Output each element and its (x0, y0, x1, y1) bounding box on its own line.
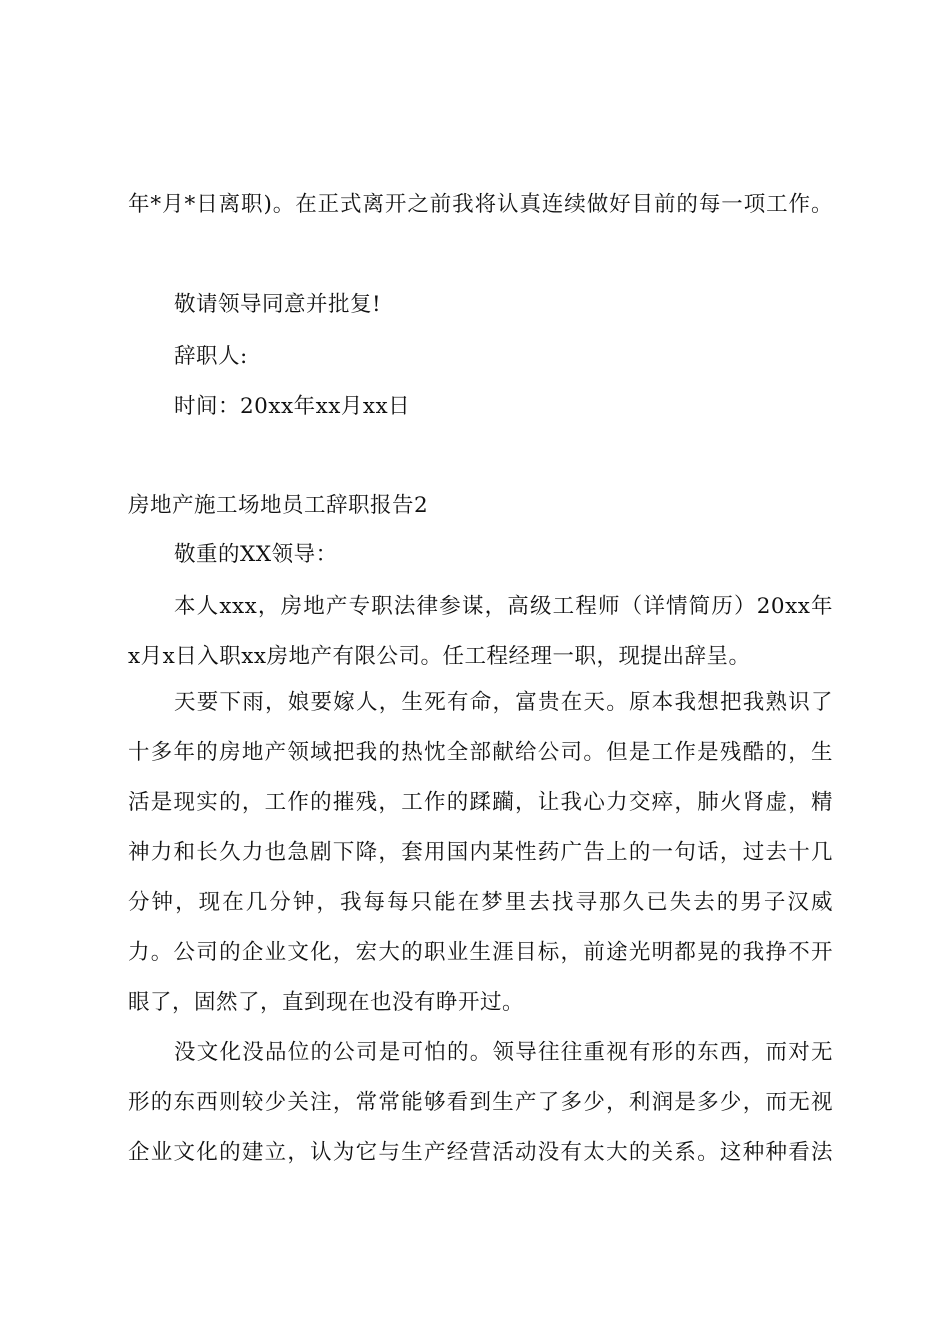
paragraph-2-line-2: 十多年的房地产领域把我的热忱全部献给公司。但是工作是残酷的，生 (128, 740, 833, 765)
paragraph-2-line-7: 眼了，固然了，直到现在也没有睁开过。 (128, 990, 525, 1015)
closing-request: 敬请领导同意并批复! (174, 292, 382, 317)
paragraph-3-line-3: 企业文化的建立，认为它与生产经营活动没有太大的关系。这种种看法 (128, 1140, 833, 1165)
section-title: 房地产施工场地员工辞职报告2 (128, 493, 429, 518)
paragraph-1-line-1: 本人xxx，房地产专职法律参谋，高级工程师（详情简历）20xx年 (174, 594, 833, 619)
paragraph-1-line-2: x月x日入职xx房地产有限公司。任工程经理一职，现提出辞呈。 (128, 644, 751, 669)
paragraph-2-line-6: 力。公司的企业文化，宏大的职业生涯目标，前途光明都晃的我挣不开 (128, 940, 833, 965)
paragraph-2-line-5: 分钟，现在几分钟，我每每只能在梦里去找寻那久已失去的男子汉威 (128, 890, 833, 915)
paragraph-3-line-2: 形的东西则较少关注，常常能够看到生产了多少，利润是多少，而无视 (128, 1090, 833, 1115)
intro-tail-line: 年*月*日离职)。在正式离开之前我将认真连续做好目前的每一项工作。 (128, 192, 833, 217)
paragraph-2-line-3: 活是现实的，工作的摧残，工作的蹂躏，让我心力交瘁，肺火肾虚，精 (128, 790, 833, 815)
paragraph-2-line-1: 天要下雨，娘要嫁人，生死有命，富贵在天。原本我想把我熟识了 (174, 690, 833, 715)
closing-signer: 辞职人: (174, 344, 248, 369)
salutation: 敬重的XX领导： (174, 542, 338, 567)
paragraph-2-line-4: 神力和长久力也急剧下降，套用国内某性药广告上的一句话，过去十几 (128, 840, 833, 865)
closing-date: 时间：20xx年xx月xx日 (174, 394, 411, 419)
paragraph-3-line-1: 没文化没品位的公司是可怕的。领导往往重视有形的东西，而对无 (174, 1040, 833, 1065)
